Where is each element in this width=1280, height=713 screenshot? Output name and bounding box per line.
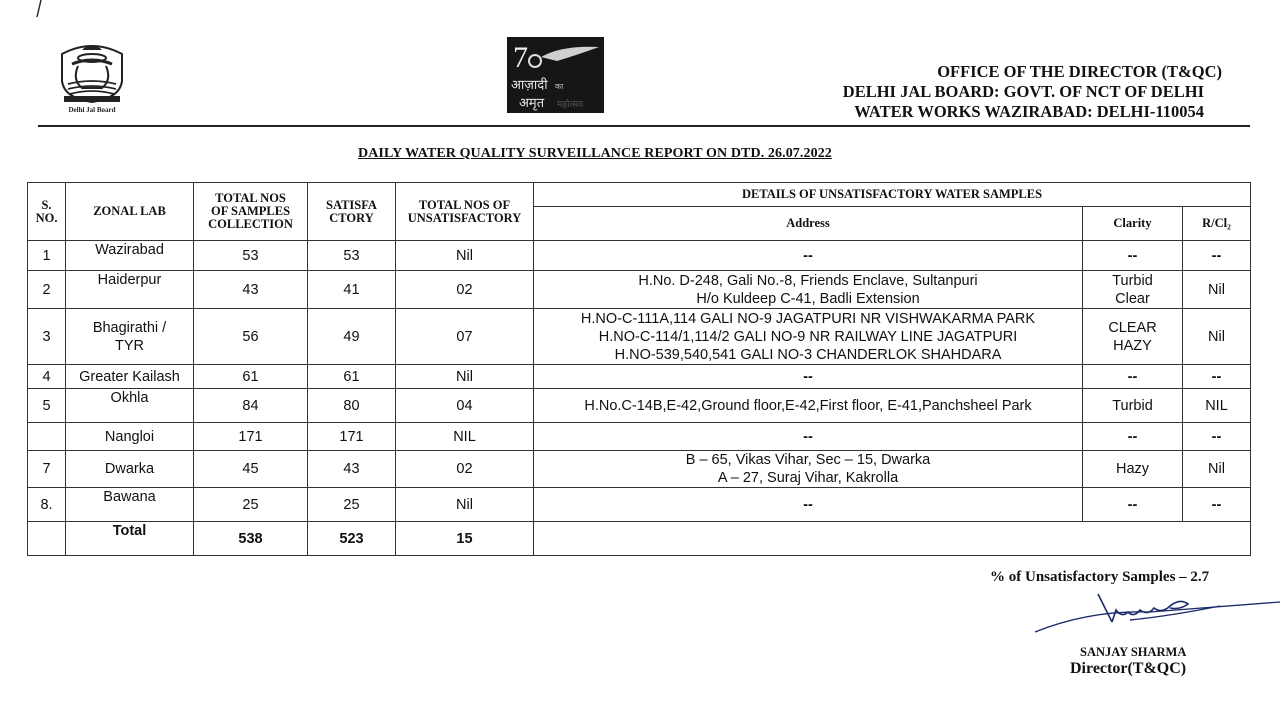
rcl2-cell: --: [1183, 423, 1251, 451]
svg-text:7: 7: [513, 41, 528, 74]
clarity-line: --: [1127, 428, 1138, 445]
zonal-lab-cell: [66, 423, 194, 451]
rcl2-cell: Nil: [1183, 271, 1251, 309]
address-line: H.No.C-14B,E-42,Ground floor,E-42,First floor, E-41,Panchsheel Park: [584, 397, 1032, 414]
address-cell: [534, 241, 1083, 271]
zonal-lab-cell: [66, 241, 194, 271]
clarity-line: Hazy: [1115, 461, 1150, 477]
total-samples-cell: 45: [194, 451, 308, 488]
clarity-line: HAZY: [1113, 337, 1152, 354]
satisfactory-cell: 49: [308, 309, 396, 365]
header-total-samples: TOTAL NOS OF SAMPLES COLLECTION: [194, 183, 308, 241]
clarity-cell: [1083, 365, 1183, 389]
header-clarity: Clarity: [1083, 207, 1183, 241]
pen-mark: [36, 0, 42, 18]
lab-line: TYR: [115, 337, 144, 354]
clarity-line: Turbid: [1112, 397, 1153, 414]
zonal-lab-cell: [66, 389, 194, 423]
clarity-cell: [1083, 271, 1183, 309]
address-cell: [534, 365, 1083, 389]
svg-text:आज़ादी: आज़ादी: [511, 78, 548, 93]
table-row: [28, 451, 1251, 488]
clarity-cell: [1083, 451, 1183, 488]
svg-text:Delhi Jal Board: Delhi Jal Board: [68, 106, 116, 114]
address-line: --: [803, 496, 813, 513]
office-address-block: [843, 62, 1222, 122]
satisfactory-cell: 41: [308, 271, 396, 309]
rcl2-cell: NIL: [1183, 389, 1251, 423]
lab-line: Dwarka: [104, 461, 155, 477]
office-line: OFFICE OF THE DIRECTOR (T&QC): [937, 62, 1222, 81]
address-line: B – 65, Vikas Vihar, Sec – 15, Dwarka: [685, 452, 931, 468]
clarity-cell: [1083, 423, 1183, 451]
signature-icon: [1030, 592, 1280, 642]
satisfactory-cell: 25: [308, 488, 396, 522]
unsatisfactory-cell: 02: [396, 271, 534, 309]
address-cell: [534, 389, 1083, 423]
unsatisfactory-cell: NIL: [396, 423, 534, 451]
table-row: [28, 365, 1251, 389]
svg-text:अमृत: अमृत: [519, 96, 545, 111]
rcl2-cell: --: [1183, 365, 1251, 389]
address-cell: [534, 488, 1083, 522]
rcl2-cell: --: [1183, 241, 1251, 271]
signer-designation: Director(T&QC): [1070, 660, 1187, 677]
address-line: H/o Kuldeep C-41, Badli Extension: [696, 290, 920, 307]
header-zonal-lab: ZONAL LAB: [66, 183, 194, 241]
address-line: --: [803, 247, 813, 264]
total-samples-cell: 84: [194, 389, 308, 423]
clarity-cell: [1083, 309, 1183, 365]
table-row: [28, 309, 1251, 365]
address-line: A – 27, Suraj Vihar, Kakrolla: [717, 470, 899, 486]
header-divider: [38, 125, 1250, 127]
table-row: [28, 423, 1251, 451]
delhi-jal-board-logo: [42, 36, 142, 116]
total-samples-value: 538: [194, 522, 308, 556]
satisfactory-cell: 53: [308, 241, 396, 271]
percent-unsatisfactory: % of Unsatisfactory Samples – 2.7: [990, 569, 1210, 585]
sno-cell: 3: [28, 309, 66, 365]
office-line: WATER WORKS WAZIRABAD: DELHI-110054: [854, 102, 1204, 121]
zonal-lab-cell: [66, 271, 194, 309]
clarity-line: --: [1127, 368, 1138, 385]
delhi-jal-board-emblem-icon: [42, 36, 142, 116]
office-line: DELHI JAL BOARD: GOVT. OF NCT OF DELHI: [842, 82, 1204, 101]
table-row: [28, 488, 1251, 522]
amrit-mahotsav-75-icon: [507, 37, 604, 113]
unsatisfactory-cell: 04: [396, 389, 534, 423]
lab-line: Bhagirathi /: [92, 319, 167, 336]
unsatisfactory-cell: Nil: [396, 241, 534, 271]
clarity-cell: [1083, 389, 1183, 423]
unsatisfactory-cell: 02: [396, 451, 534, 488]
rcl2-cell: Nil: [1183, 309, 1251, 365]
water-quality-table: [27, 182, 1251, 556]
sno-cell: 7: [28, 451, 66, 488]
lab-line: Haiderpur: [97, 272, 162, 288]
total-sno-cell: [28, 522, 66, 556]
clarity-cell: [1083, 241, 1183, 271]
total-label: Total: [66, 522, 194, 556]
total-satisfactory-value: 523: [308, 522, 396, 556]
header-sno: S. NO.: [28, 183, 66, 241]
header-address: Address: [534, 207, 1083, 241]
lab-line: Wazirabad: [95, 242, 164, 258]
total-samples-cell: 53: [194, 241, 308, 271]
address-line: --: [803, 428, 813, 445]
lab-line: Bawana: [103, 489, 156, 505]
address-line: H.NO-C-114/1,114/2 GALI NO-9 NR RAILWAY LINE JAGATPURI: [598, 328, 1018, 345]
satisfactory-cell: 80: [308, 389, 396, 423]
unsatisfactory-cell: Nil: [396, 488, 534, 522]
lab-line: Greater Kailash: [79, 368, 180, 385]
sno-cell: 4: [28, 365, 66, 389]
clarity-line: Clear: [1115, 290, 1150, 307]
rcl2-cell: Nil: [1183, 451, 1251, 488]
header-rcl2: R/Cl₂: [1183, 207, 1251, 241]
sno-cell: 8.: [28, 488, 66, 522]
zonal-lab-cell: [66, 488, 194, 522]
svg-text:महोत्सव: महोत्सव: [557, 100, 584, 110]
satisfactory-cell: 171: [308, 423, 396, 451]
table-row: [28, 271, 1251, 309]
azadi-ka-amrit-mahotsav-logo: [507, 37, 604, 113]
total-unsatisfactory-value: 15: [396, 522, 534, 556]
header-unsatisfactory: TOTAL NOS OF UNSATISFACTORY: [396, 183, 534, 241]
clarity-cell: [1083, 488, 1183, 522]
satisfactory-cell: 61: [308, 365, 396, 389]
total-samples-cell: 171: [194, 423, 308, 451]
total-samples-cell: 56: [194, 309, 308, 365]
report-title: DAILY WATER QUALITY SURVEILLANCE REPORT ON DTD. 26.07.2022: [358, 146, 832, 161]
zonal-lab-cell: [66, 451, 194, 488]
total-details-cell: [534, 522, 1251, 556]
total-samples-cell: 25: [194, 488, 308, 522]
unsatisfactory-cell: Nil: [396, 365, 534, 389]
satisfactory-cell: 43: [308, 451, 396, 488]
unsatisfactory-cell: 07: [396, 309, 534, 365]
address-cell: [534, 451, 1083, 488]
address-line: H.NO-539,540,541 GALI NO-3 CHANDERLOK SHAHDARA: [614, 346, 1002, 363]
total-samples-cell: 43: [194, 271, 308, 309]
total-samples-cell: 61: [194, 365, 308, 389]
table-row: [28, 389, 1251, 423]
address-line: H.NO-C-111A,114 GALI NO-9 JAGATPURI NR VISHWAKARMA PARK: [580, 310, 1036, 327]
lab-line: Okhla: [110, 390, 149, 406]
rcl2-cell: --: [1183, 488, 1251, 522]
address-cell: [534, 423, 1083, 451]
clarity-line: --: [1127, 496, 1138, 513]
address-cell: [534, 271, 1083, 309]
header-satisfactory: SATISFA CTORY: [308, 183, 396, 241]
svg-text:का: का: [555, 82, 564, 91]
address-cell: [534, 309, 1083, 365]
clarity-line: Turbid: [1112, 272, 1153, 289]
table-row: [28, 241, 1251, 271]
address-line: --: [803, 368, 813, 385]
total-row: [28, 522, 1251, 556]
zonal-lab-cell: [66, 309, 194, 365]
header-details-group: DETAILS OF UNSATISFACTORY WATER SAMPLES: [534, 183, 1251, 207]
zonal-lab-cell: [66, 365, 194, 389]
lab-line: Nangloi: [104, 428, 155, 445]
sno-cell: 2: [28, 271, 66, 309]
sno-cell: 5: [28, 389, 66, 423]
signer-name: SANJAY SHARMA: [1080, 645, 1187, 659]
sno-cell: [28, 423, 66, 451]
clarity-line: CLEAR: [1108, 319, 1157, 336]
clarity-line: --: [1127, 247, 1138, 264]
address-line: H.No. D-248, Gali No.-8, Friends Enclave, Sultanpuri: [638, 272, 978, 289]
sno-cell: 1: [28, 241, 66, 271]
